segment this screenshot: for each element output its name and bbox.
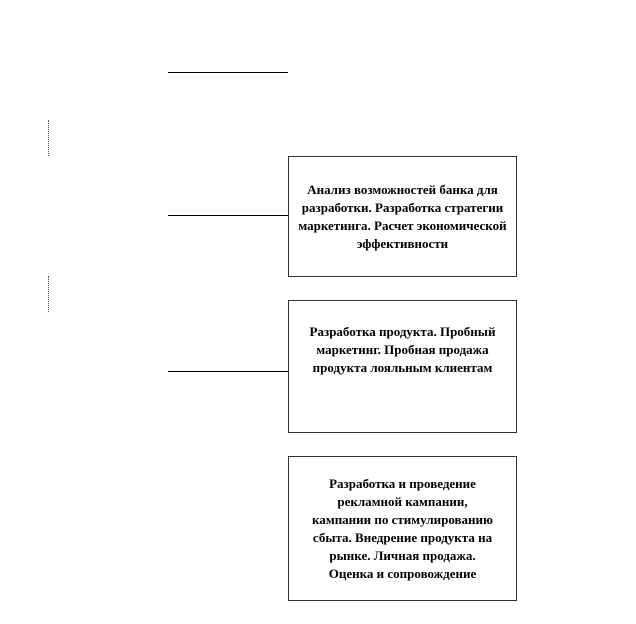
step-box-1: Анализ возможностей банка для разработки. Разработка стратегии маркетинга. Расчет экономической эффективности [288,156,517,277]
left-marker-1 [48,120,49,156]
step-box-3: Разработка и проведение рекламной кампании, кампании по стимулированию сбыта. Внедрение продукта на рынке. Личная продажа. Оценка и сопровождение [288,456,517,601]
top-connector-line [168,72,288,73]
connector-line-1 [168,215,288,216]
left-marker-2 [48,276,49,312]
connector-line-2 [168,371,288,372]
step-box-2: Разработка продукта. Пробный маркетинг. Пробная продажа продукта лояльным клиентам [288,300,517,433]
